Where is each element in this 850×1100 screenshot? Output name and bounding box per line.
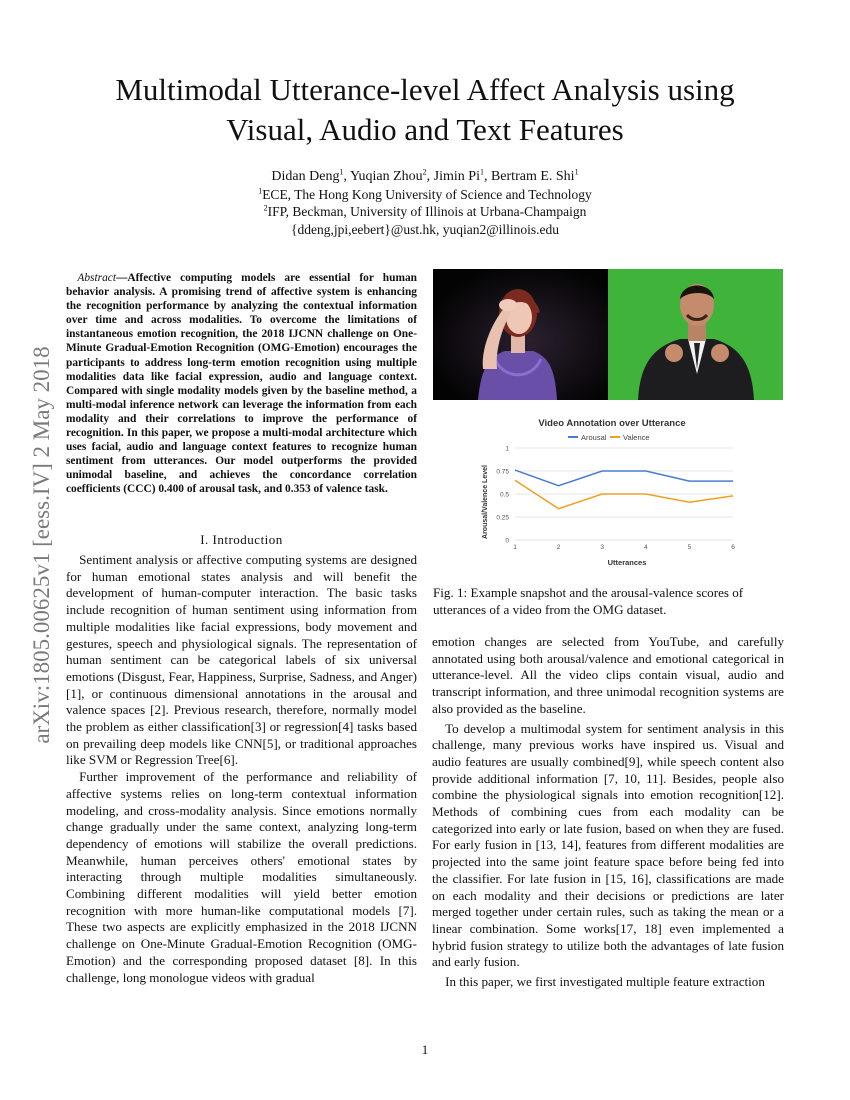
chart-y-tick-label: 0 (505, 537, 509, 545)
paragraph: Sentiment analysis or affective computing systems are designed for human emotional states analysis and will benefit the development of human-computer interaction. The basic tasks include recognition of human sentiment using information from multiple modalities like facial expressions, body movement and gestures, speech and physiological signals. The representation of human sentiment can be categorical labels of six universal emotions (Disgust, Fear, Happiness, Surprise, Sadness, and Anger) [1], or continuous dimensional annotations in the arousal and valence spaces [2]. Previous research, therefore, normally model the problem as either classification[3] or regression[4] tasks based on prevailing deep models like CNN[5], or traditional approaches like SVM or Regression Tree[6]. (66, 552, 417, 768)
legend-label-valence: Valence (623, 433, 650, 442)
chart-x-tick-label: 5 (687, 544, 692, 551)
chart-y-tick-label: 1 (505, 445, 509, 453)
affiliation-2: $^2$IFP, Beckman, University of Illinois at Urbana-Champaign (263, 203, 587, 219)
chart-y-tick-label: 0.25 (496, 514, 509, 522)
paper-title (60, 70, 790, 150)
affiliation-1: $^1$ECE, The Hong Kong University of Science and Technology (258, 186, 592, 202)
abstract-label: Abstract (77, 272, 116, 284)
intro-column (66, 552, 417, 986)
chart-x-tick-label: 1 (513, 544, 517, 551)
author: Jimin Pi$^1$, (433, 167, 491, 184)
chart-x-tick-label: 4 (643, 544, 648, 551)
legend-label-arousal: Arousal (581, 433, 607, 442)
abstract-text: —Affective computing models are essential for human behavior analysis. A promising trend of affective system is enhancing the recognition performance by analyzing the contextual information over time and across modalities. To overcome the limitations of instantaneous emotion recognition, the 2018 IJCNN challenge on One-Minute Gradual-Emotion Recognition (OMG-Emotion) encourages the participants to address long-term emotion recognition using multiple modalities data like facial expression, audio and language context. Compared with single modality models given by the baseline method, a multi-modal inference network can leverage the information from each modality and their correlations to improve the performance of recognition. In this paper, we propose a multi-modal architecture which uses facial, audio and language context features to recognize human sentiment from utterances. Our model outperforms the provided unimodal baseline, and achieves the concordance correlation coefficients (CCC) 0.400 of arousal task, and 0.353 of valence task. (66, 272, 417, 496)
figure-caption: Fig. 1: Example snapshot and the arousal-valence scores of utterances of a video from the OMG dataset. (433, 585, 744, 617)
chart-x-tick-label: 3 (600, 544, 605, 551)
video-frame-man (608, 269, 783, 400)
page-number: 1 (421, 1042, 429, 1057)
chart-canvas (467, 410, 757, 580)
author-emails: {ddeng,jpi,eebert}@ust.hk, yuqian2@illinois.edu (290, 222, 560, 237)
arxiv-stamp: arXiv:1805.00625v1 [eess.IV] 2 May 2018 (29, 346, 54, 744)
chart-y-axis-label: Arousal/Valence Level (482, 465, 489, 539)
paragraph: emotion changes are selected from YouTube, and carefully annotated using both arousal/valence and emotional categorical in utterance-level. All the video clips contain visual, audio and transcript information, and three unimodal recognition systems are also provided as the baseline. (432, 634, 784, 716)
paragraph: Further improvement of the performance and reliability of affective systems relies on long-term contextual information modeling, and cross-modality analysis. Since emotions normally change gradually under the same context, analyzing long-term dependency of emotions will stabilize the overall predictions. Meanwhile, human perceives others' emotional states by interacting through multiple modalities simultaneously. Combining different modalities will yield better emotion recognition with more human-like computational models [7]. These two aspects are explicitly emphasized in the 2018 IJCNN challenge on One-Minute Gradual-Emotion Recognition (OMG-Emotion) and the corresponding proposed dataset [8]. In this challenge, long monologue videos with gradual (66, 769, 417, 985)
paragraph: In this paper, we first investigated multiple feature extraction (445, 974, 765, 990)
author-list (100, 168, 750, 185)
chart-x-tick-label: 2 (556, 544, 561, 551)
chart-x-axis-label: Utterances (607, 558, 647, 567)
right-column (432, 634, 784, 991)
chart-legend (568, 433, 650, 442)
chart-title: Video Annotation over Utterance (538, 418, 686, 429)
arousal-valence-chart (467, 410, 757, 580)
chart-series-line-arousal (515, 470, 733, 486)
title-line-1: Multimodal Utterance-level Affect Analysis using (115, 72, 735, 107)
section-heading: I. Introduction (200, 532, 283, 547)
author: Yuqian Zhou$^2$, (349, 167, 434, 184)
chart-y-tick-label: 0.75 (496, 468, 509, 476)
title-line-2: Visual, Audio and Text Features (226, 112, 624, 147)
paragraph: To develop a multimodal system for sentiment analysis in this challenge, many previous works have inspired us. Visual and audio features are usually combined[9], while speech content also provide additional information [7, 10, 11]. Besides, people also combine the physiological signals into emotion recognition[12]. Methods of combining cues from each modality can be categorized into early or late fusion, based on when they are fused. For early fusion in [13, 14], features from different modalities are projected into the same joint feature space before being fed into the classifier. For late fusion in [15, 16], classifications are made on each modality and their decisions or predictions are later merged together under certain rules, such as taking the mean or a linear combination. Some works[17, 18] even implemented a hybrid fusion strategy to utilize both the advantages of late fusion and early fusion. (432, 720, 784, 970)
chart-series-line-valence (515, 480, 733, 509)
author: Bertram E. Shi$^1$ (490, 167, 579, 184)
author: Didan Deng$^1$, (271, 167, 350, 184)
chart-y-tick-label: 0.5 (499, 491, 509, 499)
video-frame-woman (433, 269, 608, 400)
chart-x-tick-label: 6 (731, 544, 735, 551)
abstract (66, 271, 417, 497)
